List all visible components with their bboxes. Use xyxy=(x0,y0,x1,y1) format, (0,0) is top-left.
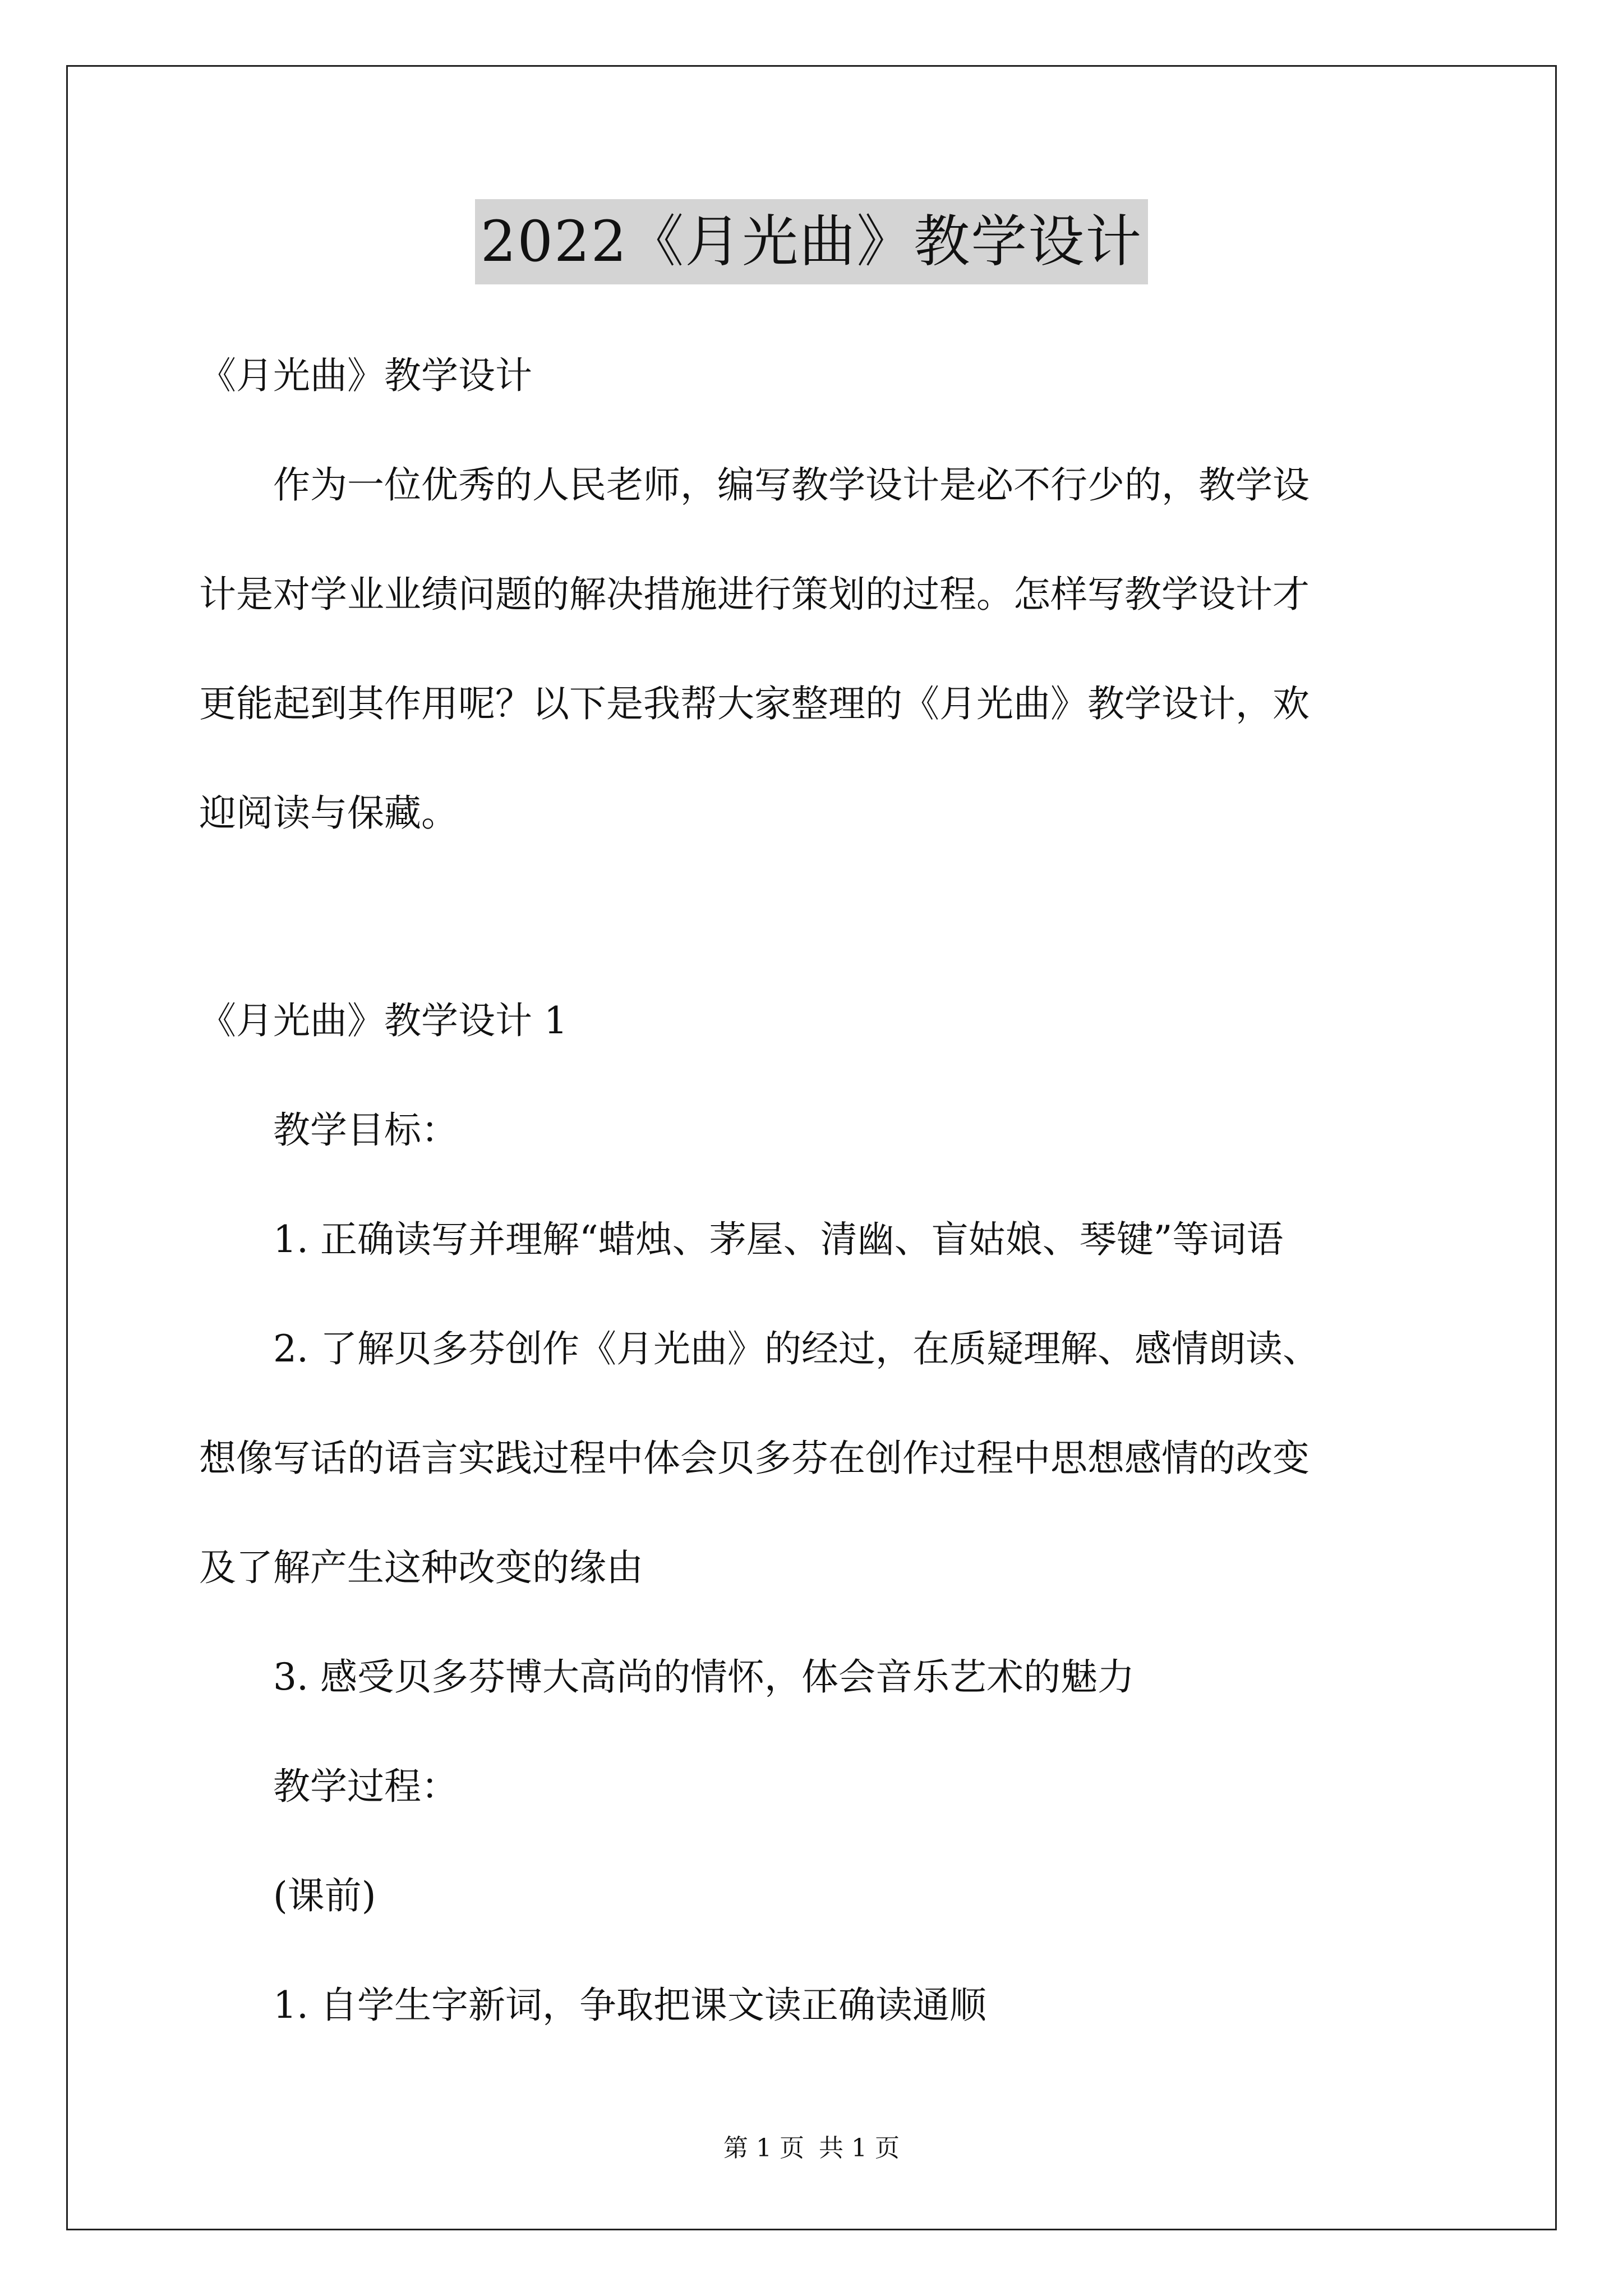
paragraph-line: 教学目标： xyxy=(199,1108,458,1152)
paragraph-line: 1. 正确读写并理解“蜡烛、茅屋、清幽、盲姑娘、琴键”等词语 xyxy=(199,1218,1284,1261)
paragraph-line: 2. 了解贝多芬创作《月光曲》的经过，在质疑理解、感情朗读、 xyxy=(199,1327,1320,1370)
paragraph-line: (课前) xyxy=(199,1874,376,1917)
paragraph-line: 更能起到其作用呢？以下是我帮大家整理的《月光曲》教学设计，欢 xyxy=(199,682,1310,725)
page-footer xyxy=(0,2132,1623,2165)
section-heading: 《月光曲》教学设计 1 xyxy=(199,999,568,1042)
page-total: 共 1 页 xyxy=(819,2134,900,2162)
paragraph-line: 1. 自学生字新词，争取把课文读正确读通顺 xyxy=(199,1984,986,2027)
paragraph-line: 教学过程： xyxy=(199,1765,458,1808)
section-heading: 《月光曲》教学设计 xyxy=(199,354,532,397)
page-number: 第 1 页 xyxy=(723,2134,804,2162)
title-container xyxy=(0,199,1623,284)
paragraph-line: 及了解产生这种改变的缘由 xyxy=(199,1546,643,1589)
paragraph-line: 想像写话的语言实践过程中体会贝多芬在创作过程中思想感情的改变 xyxy=(199,1437,1310,1480)
document-title: 2022《月光曲》教学设计 xyxy=(475,199,1149,284)
paragraph-line: 作为一位优秀的人民老师，编写教学设计是必不行少的，教学设 xyxy=(199,463,1310,507)
paragraph-line: 迎阅读与保藏。 xyxy=(199,792,458,835)
paragraph-line: 计是对学业业绩问题的解决措施进行策划的过程。怎样写教学设计才 xyxy=(199,573,1310,616)
paragraph-line: 3. 感受贝多芬博大高尚的情怀，体会音乐艺术的魅力 xyxy=(199,1655,1135,1699)
